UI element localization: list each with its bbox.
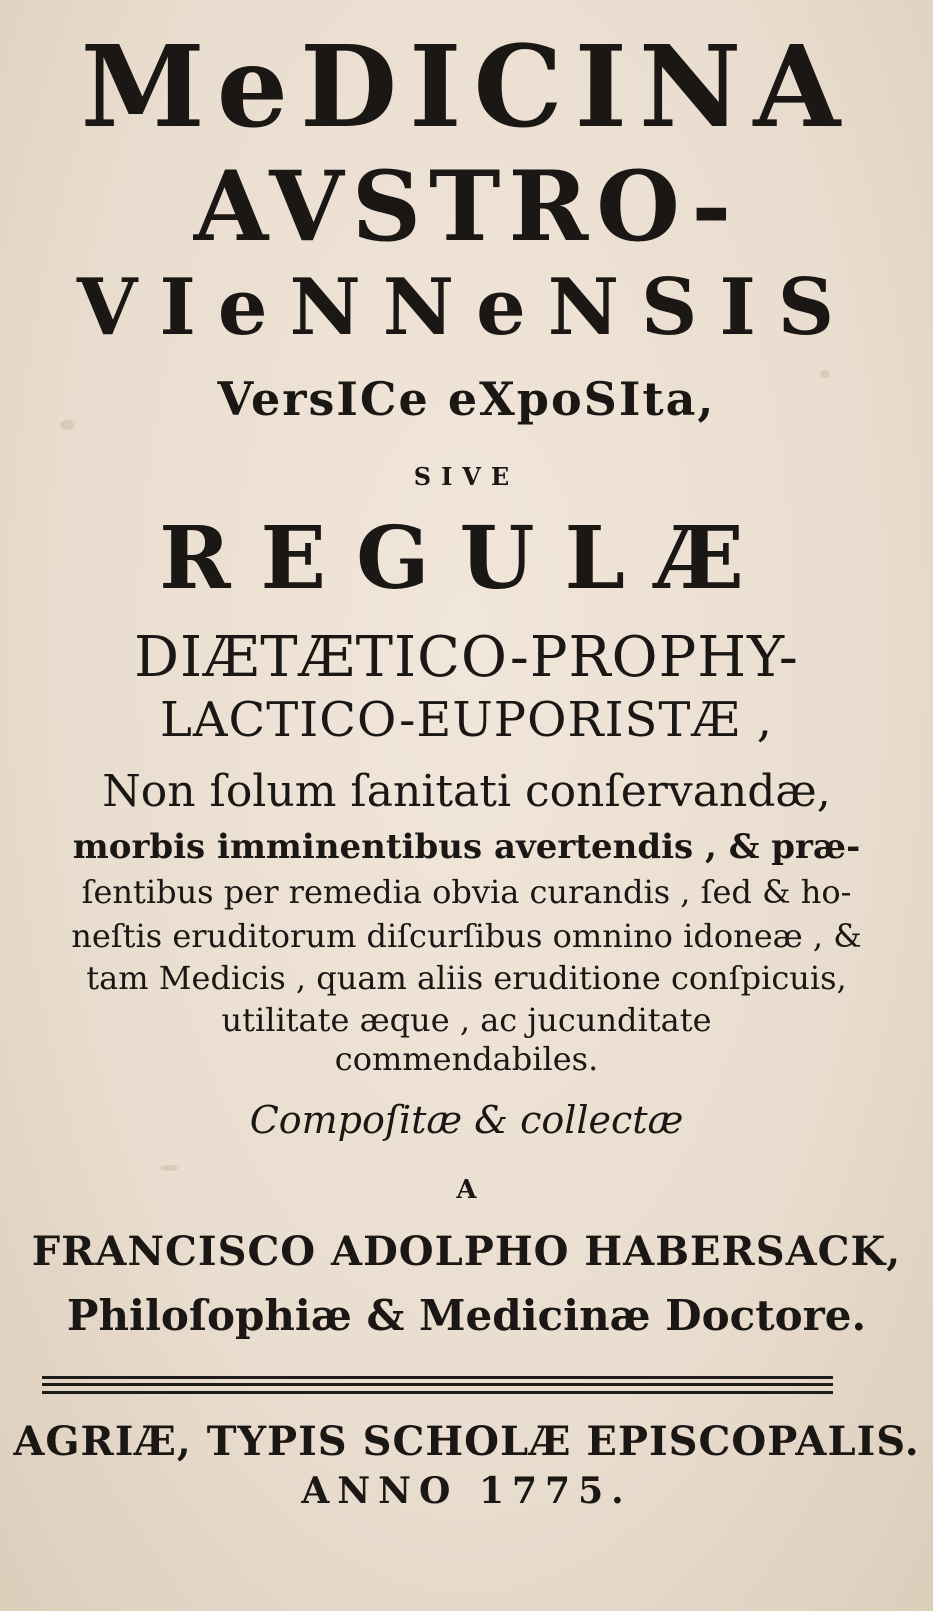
body-line: commendabiles. xyxy=(334,1040,599,1078)
title-line-regulae: REGULÆ xyxy=(159,508,774,609)
author-degree: Philoſophiæ & Medicinæ Doctore. xyxy=(66,1291,867,1340)
title-line-austro: AVSTRO- xyxy=(193,150,740,263)
body-line: tam Medicis , quam aliis eruditione conſpicuis, xyxy=(86,959,847,997)
paper-stain xyxy=(160,1165,178,1171)
title-line-medicina: MeDICINA xyxy=(80,22,853,153)
author-name: FRANCISCO ADOLPHO HABERSACK, xyxy=(31,1228,902,1275)
title-line-sive: SIVE xyxy=(413,462,520,491)
double-rule-divider xyxy=(42,1376,833,1394)
by-line: A xyxy=(456,1175,477,1205)
imprint-line: AGRIÆ, TYPIS SCHOLÆ EPISCOPALIS. xyxy=(13,1418,920,1465)
title-line-versice: VersICe eXpoSIta, xyxy=(217,372,716,426)
compositae-line: Compoſitæ & collectæ xyxy=(249,1098,684,1142)
subtitle-line-1: DIÆTÆTICO-PROPHY- xyxy=(134,625,799,690)
body-line: utilitate æque , ac jucunditate xyxy=(221,1001,712,1039)
body-line: neſtis eruditorum diſcurſibus omnino idoneæ , & xyxy=(71,917,862,955)
body-line: ſentibus per remedia obvia curandis , ſed & ho- xyxy=(81,873,852,911)
subtitle-line-2: LACTICO-EUPORISTÆ , xyxy=(160,692,773,748)
year-line: ANNO 1775. xyxy=(301,1470,632,1512)
body-line: Non ſolum ſanitati conſervandæ, xyxy=(102,766,831,817)
body-line: morbis imminentibus avertendis , & præ- xyxy=(72,827,861,867)
title-line-viennensis: VIeNNeNSIS xyxy=(76,262,857,353)
